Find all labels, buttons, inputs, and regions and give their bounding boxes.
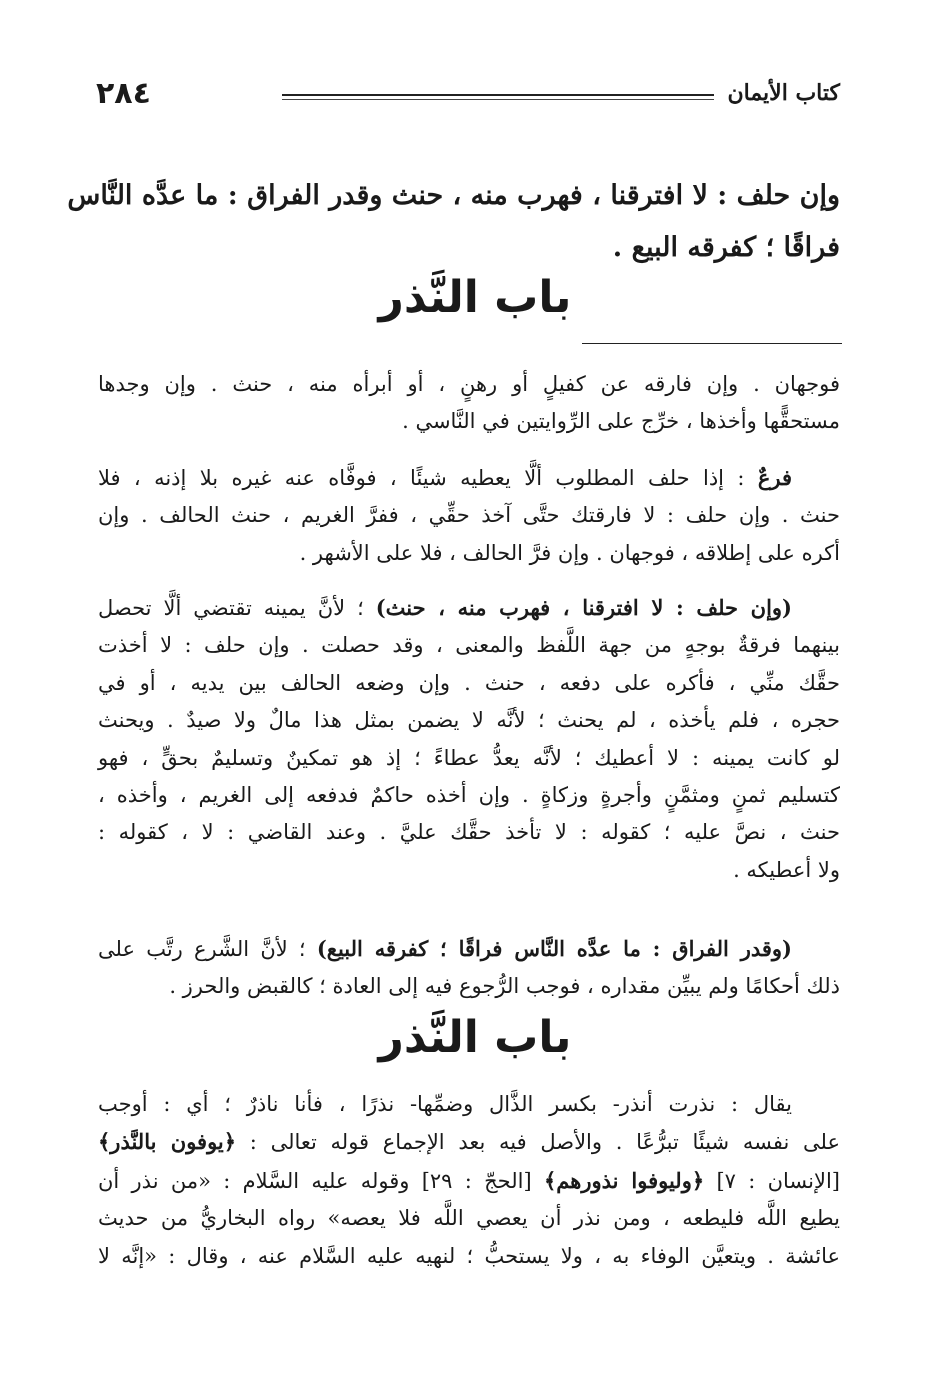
paragraph-line	[98, 589, 840, 627]
paragraph-line: يطيع اللَّه فليطعه ، ومن نذر أن يعصي اللَّه فلا يعصه» رواه البخاريُّ من حديث	[98, 1206, 840, 1231]
commentary-paragraph	[98, 589, 840, 889]
paragraph-line: حنث . وإن حلف : لا فارقتك حتَّى آخذ حقِّي ، ففرَّ الغريم ، حنث الحالف . وإن	[98, 503, 840, 528]
page-number: ٢٨٤	[96, 76, 151, 111]
paragraph-line: يقال : نذرت أنذر- بكسر الذَّال وضمِّها- نذرًا ، فأنا ناذرٌ ؛ أي : أوجب	[98, 1092, 792, 1116]
paragraph-line: حقَّك منِّي ، فأكره على دفعه ، حنث . وإن وضعه الحالف بين يديه ، أو في	[98, 670, 840, 695]
commentary-paragraph	[98, 1086, 840, 1275]
paragraph-line: فوجهان . وإن فارقه عن كفيلٍ أو رهنٍ ، أو أبرأه منه ، حنث . وإن وجدها	[98, 372, 840, 396]
paragraph-line: لو كانت يمينه : لا أعطيك ؛ لأنَّه يعدُّ عطاءً ؛ إذ هو تمكينٌ وتسليمٌ بحقٍّ ، فهو	[98, 745, 840, 770]
paragraph-lead: فرعٌ	[757, 465, 792, 490]
paragraph-line	[98, 1123, 840, 1161]
matn-line: وإن حلف : لا افترقنا ، فهرب منه ، حنث وقدر الفراق : ما عدَّه النَّاس	[67, 180, 840, 211]
paragraph-text: [الحجّ : ٢٩] وقوله عليه السَّلام : «من نذر أن	[98, 1168, 532, 1193]
book-title: كتاب الأيمان	[727, 80, 840, 106]
quran-verse: ﴿يوفون بالنَّذر﴾	[98, 1129, 237, 1155]
matn-quote: (وقدر الفراق : ما عدَّه النَّاس فراقًا ؛ كفرقه البيع)	[316, 936, 792, 961]
page-header	[96, 76, 840, 116]
quran-verse: ﴿وليوفوا نذورهم﴾	[543, 1167, 705, 1193]
paragraph-line: عائشة . ويتعيَّن الوفاء به ، ولا يستحبُّ ؛ لنهيه عليه السَّلام عنه ، وقال : «إنَّه لا	[98, 1243, 840, 1268]
matn-quote: (وإن حلف : لا افترقنا ، فهرب منه ، حنث)	[375, 595, 792, 620]
commentary-paragraph	[98, 366, 840, 441]
paragraph-text: : إذا حلف المطلوب ألَّا يعطيه شيئًا ، فوفَّاه عنه غيره بلا إذنه ، فلا	[98, 466, 745, 490]
paragraph-line: حجره ، فلم يأخذه ، لم يحنث ؛ لأنَّه لا يضمن بمثل هذا مالٌ ولا صيدٌ . ويحنث	[98, 708, 840, 733]
paragraph-line: ولا أعطيكه .	[733, 857, 840, 882]
paragraph-line: مستحقًّها وأخذها ، خرِّج على الرِّوايتين في النَّاسي .	[402, 409, 840, 434]
commentary-paragraph	[98, 930, 840, 1006]
paragraph-line: بينهما فرقةٌ بوجهٍ من جهة اللَّفظ والمعنى ، وقد حصلت . وإن حلف : لا أخذت	[98, 633, 840, 658]
paragraph-line	[98, 1162, 840, 1200]
matn-text	[67, 170, 840, 274]
chapter-title: باب النَّذر	[378, 1012, 572, 1063]
commentary-paragraph	[98, 459, 840, 572]
paragraph-line	[98, 459, 840, 497]
paragraph-line: أكره على إطلاقه ، فوجهان . وإن فرَّ الحالف ، فلا على الأشهر .	[299, 540, 840, 565]
header-rule	[282, 94, 714, 96]
paragraph-text: على نفسه شيئًا تبرُّعًا . والأصل فيه بعد الإجماع قوله تعالى :	[249, 1130, 840, 1155]
paragraph-text: ؛ لأنَّ يمينه تقتضي ألَّا تحصل	[98, 596, 364, 620]
matn-commentary-separator	[582, 343, 842, 344]
paragraph-line	[98, 930, 840, 968]
matn-line: فراقًا ؛ كفرقه البيع .	[612, 232, 840, 263]
chapter-title: باب النَّذر	[378, 272, 572, 323]
paragraph-line: كتسليم ثمنٍ ومثمَّنٍ وأجرةٍ وزكاةٍ . وإن أخذه حاكمٌ فدفعه إلى الغريم ، وأخذه ،	[98, 783, 840, 808]
paragraph-line: ذلك أحكامًا ولم يبيِّن مقداره ، فوجب الرُّجوع فيه إلى العادة ؛ كالقبض والحرز .	[169, 974, 840, 999]
verse-reference: [الإنسان : ٧]	[716, 1168, 840, 1193]
paragraph-line: حنث ، نصَّ عليه ؛ كقوله : لا تأخذ حقَّك عليَّ . وعند القاضي : لا ، كقوله :	[98, 820, 840, 845]
paragraph-text: ؛ لأنَّ الشَّرع رتَّب على	[98, 937, 306, 961]
